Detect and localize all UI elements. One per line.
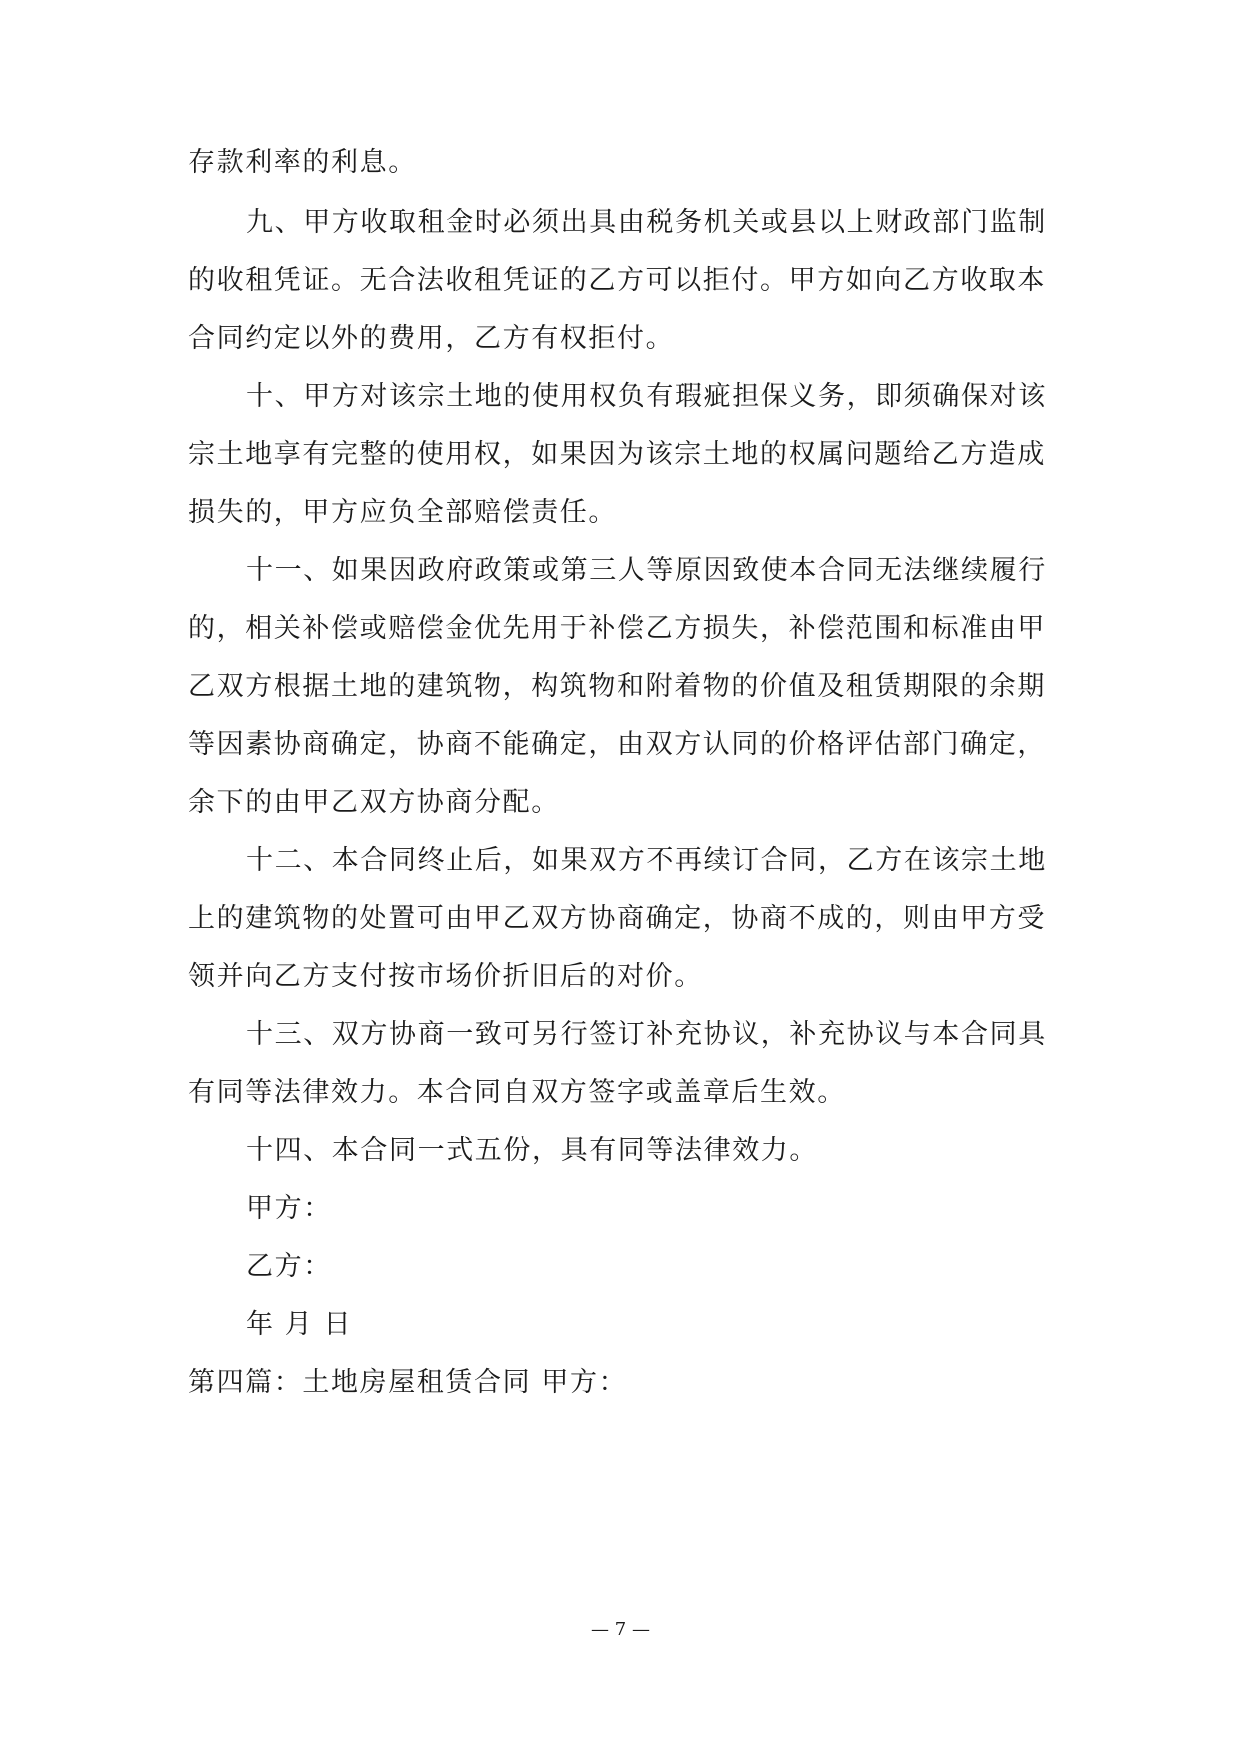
- clause-12-line-1: 十二、本合同终止后，如果双方不再续订合同，乙方在该宗土地: [246, 845, 1047, 876]
- clause-12-line-2: 上的建筑物的处置可由甲乙双方协商确定，协商不成的，则由甲方受: [188, 903, 1046, 934]
- clause-13-line-2: 有同等法律效力。本合同自双方签字或盖章后生效。: [188, 1077, 846, 1108]
- clause-9-line-3: 合同约定以外的费用，乙方有权拒付。: [188, 323, 675, 354]
- text-line-1: 存款利率的利息。: [188, 147, 417, 178]
- clause-9-line-1: 九、甲方收取租金时必须出具由税务机关或县以上财政部门监制: [246, 207, 1047, 238]
- section-heading: 第四篇：土地房屋租赁合同 甲方：: [188, 1367, 628, 1398]
- clause-10-line-2: 宗土地享有完整的使用权，如果因为该宗土地的权属问题给乙方造成: [188, 439, 1046, 470]
- clause-12-line-3: 领并向乙方支付按市场价折旧后的对价。: [188, 961, 703, 992]
- party-a-label: 甲方：: [246, 1193, 332, 1224]
- clause-10-line-3: 损失的，甲方应负全部赔偿责任。: [188, 497, 617, 528]
- clause-11-line-5: 余下的由甲乙双方协商分配。: [188, 787, 560, 818]
- clause-11-line-4: 等因素协商确定，协商不能确定，由双方认同的价格评估部门确定，: [188, 729, 1046, 760]
- clause-11-line-1: 十一、如果因政府政策或第三人等原因致使本合同无法继续履行: [246, 555, 1047, 586]
- page-number: — 7 —: [591, 1619, 650, 1640]
- party-b-label: 乙方：: [246, 1251, 332, 1282]
- clause-14-line-1: 十四、本合同一式五份，具有同等法律效力。: [246, 1135, 818, 1166]
- date-line: 年 月 日: [246, 1309, 353, 1340]
- clause-13-line-1: 十三、双方协商一致可另行签订补充协议，补充协议与本合同具: [246, 1019, 1047, 1050]
- clause-9-line-2: 的收租凭证。无合法收租凭证的乙方可以拒付。甲方如向乙方收取本: [188, 265, 1046, 296]
- clause-11-line-3: 乙双方根据土地的建筑物，构筑物和附着物的价值及租赁期限的余期: [188, 671, 1046, 702]
- clause-11-line-2: 的，相关补偿或赔偿金优先用于补偿乙方损失，补偿范围和标准由甲: [188, 613, 1046, 644]
- clause-10-line-1: 十、甲方对该宗土地的使用权负有瑕疵担保义务，即须确保对该: [246, 381, 1047, 412]
